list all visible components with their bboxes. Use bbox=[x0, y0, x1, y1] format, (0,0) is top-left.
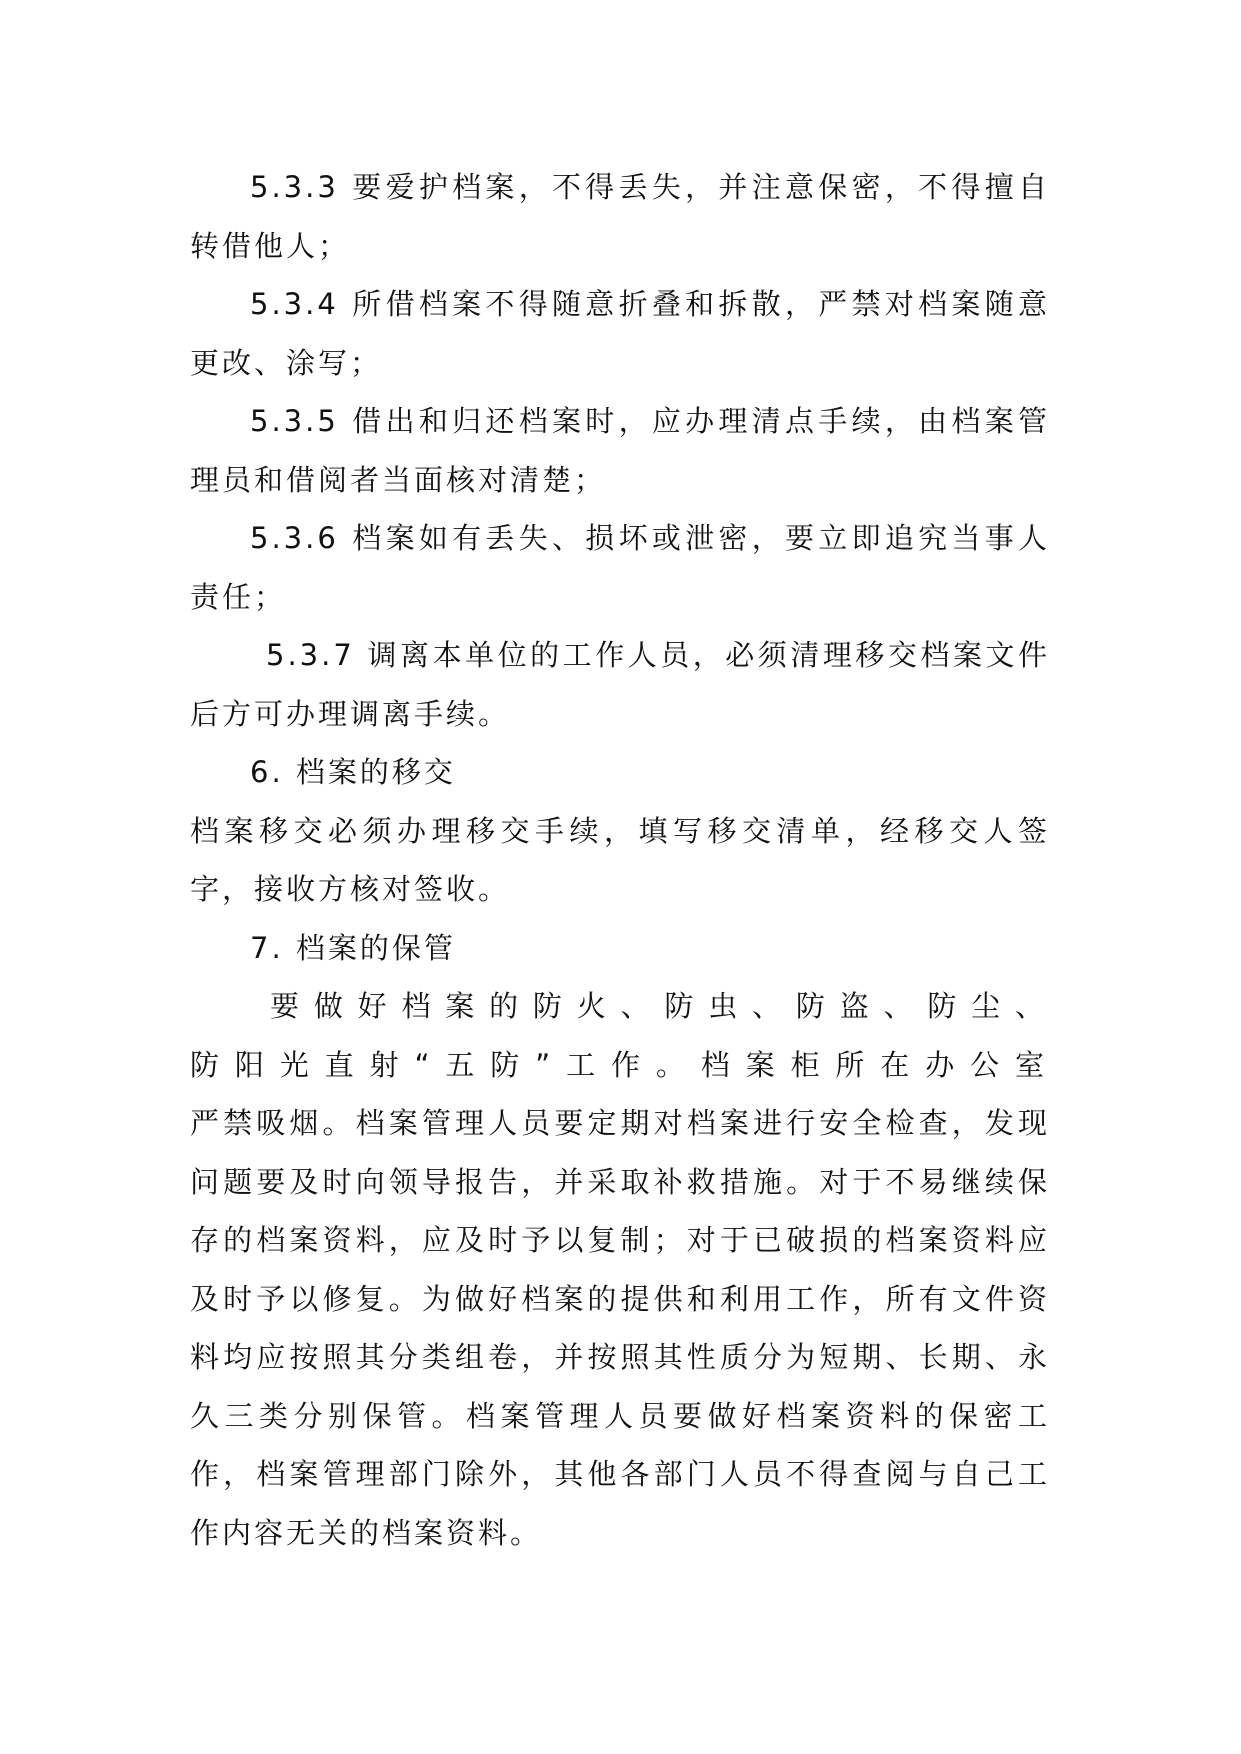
paragraph-5-3-4: 5.3.4 所借档案不得随意折叠和拆散，严禁对档案随意更改、涂写； bbox=[190, 287, 1050, 380]
paragraph-5-3-5: 5.3.5 借出和归还档案时，应办理清点手续，由档案管理员和借阅者当面核对清楚； bbox=[190, 404, 1050, 497]
document-body bbox=[190, 158, 1050, 1562]
paragraph-storage-rest: 严禁吸烟。档案管理人员要定期对档案进行安全检查，发现问题要及时向领导报告，并采取补救措施。对于不易继续保存的档案资料，应及时予以复制；对于已破损的档案资料应及时予以修复。为做好档案的提供和利用工作，所有文件资料均应按照其分类组卷，并按照其性质分为短期、长期、永久三类分别保管。档案管理人员要做好档案资料的保密工作，档案管理部门除外，其他各部门人员不得查阅与自己工作内容无关的档案资料。 bbox=[190, 1106, 1050, 1550]
paragraph-transfer: 档案移交必须办理移交手续，填写移交清单，经移交人签字，接收方核对签收。 bbox=[190, 813, 1050, 906]
section-heading-storage: 7. 档案的保管 bbox=[250, 930, 456, 965]
section-heading-transfer: 6. 档案的移交 bbox=[250, 755, 456, 789]
paragraph-5-3-7: 5.3.7 调离本单位的工作人员，必须清理移交档案文件后方可办理调离手续。 bbox=[190, 638, 1050, 731]
paragraph-5-3-6: 5.3.6 档案如有丢失、损坏或泄密，要立即追究当事人责任； bbox=[190, 521, 1050, 614]
paragraph-storage-line-2: 防阳光直射“五防”工作。档案柜所在办公室 bbox=[190, 1047, 1050, 1082]
paragraph-storage-line-1: 要做好档案的防火、防虫、防盗、防尘、 bbox=[270, 989, 1050, 1023]
paragraph-5-3-3: 5.3.3 要爱护档案，不得丢失，并注意保密，不得擅自转借他人； bbox=[190, 170, 1050, 263]
